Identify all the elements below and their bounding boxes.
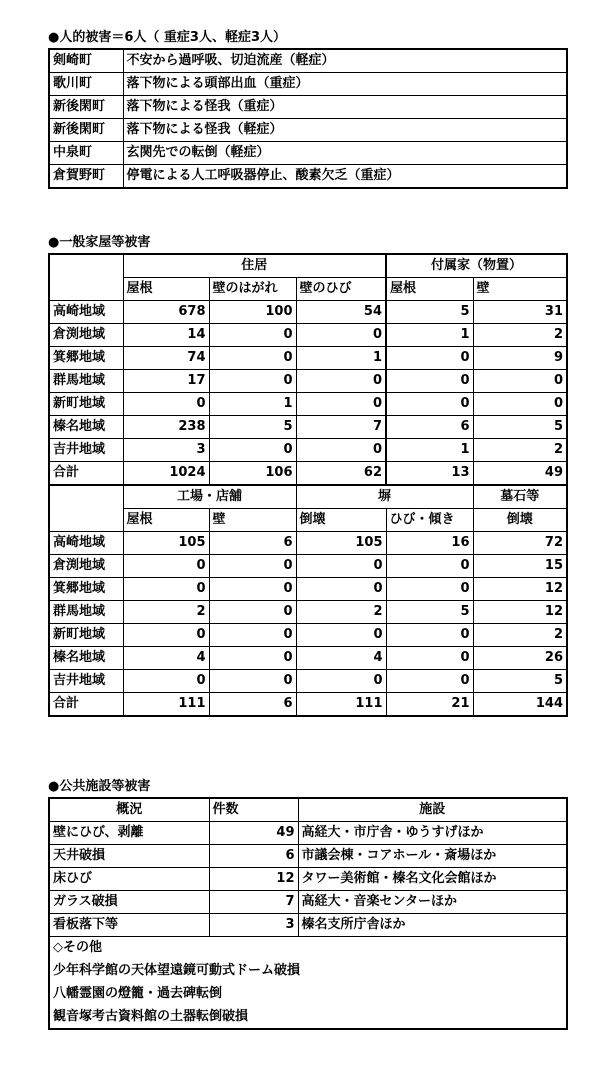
housing-col-header: 倒壊 <box>296 509 386 532</box>
public-facility: 市議会棟・コアホール・斎場ほか <box>298 845 567 868</box>
public-row <box>49 868 567 891</box>
housing-value: 2 <box>473 324 567 347</box>
housing-area: 倉渕地域 <box>49 555 123 578</box>
housing-value: 0 <box>123 578 209 601</box>
casualty-row <box>49 73 567 96</box>
housing-value: 17 <box>123 370 209 393</box>
housing-value: 2 <box>473 624 567 647</box>
housing-row <box>49 624 567 647</box>
housing-subheader-row <box>49 509 567 532</box>
public-facility: タワー美術館・榛名文化会館ほか <box>298 868 567 891</box>
casualty-row <box>49 96 567 119</box>
housing-value: 0 <box>386 647 473 670</box>
housing-value: 54 <box>296 301 386 324</box>
housing-row <box>49 324 567 347</box>
casualty-area: 剣崎町 <box>49 49 123 73</box>
housing-value: 12 <box>473 601 567 624</box>
housing-header-row <box>49 485 567 509</box>
gravestone-header: 墓石等 <box>473 485 567 509</box>
housing-col-header: 屋根 <box>123 509 209 532</box>
public-count: 12 <box>209 868 298 891</box>
housing-value: 0 <box>296 555 386 578</box>
casualty-row <box>49 142 567 165</box>
housing-value: 62 <box>296 462 386 486</box>
housing-col-header: 屋根 <box>123 278 209 301</box>
casualty-area: 新後閑町 <box>49 96 123 119</box>
housing-value: 0 <box>386 578 473 601</box>
annex-header: 付属家（物置） <box>386 254 567 278</box>
housing-value: 0 <box>209 601 296 624</box>
housing-header-row <box>49 254 567 278</box>
factory-header: 工場・店舗 <box>123 485 296 509</box>
housing-value: 13 <box>386 462 473 486</box>
housing-value: 2 <box>296 601 386 624</box>
housing-area: 高崎地域 <box>49 301 123 324</box>
public-other-row <box>49 960 567 983</box>
casualty-area: 歌川町 <box>49 73 123 96</box>
housing-row <box>49 393 567 416</box>
situation-header: 概況 <box>49 798 209 822</box>
casualty-table <box>48 48 568 189</box>
housing-col-header: 倒壊 <box>473 509 567 532</box>
housing-value: 0 <box>473 393 567 416</box>
housing-col-header: 壁のひび <box>296 278 386 301</box>
housing-value: 2 <box>123 601 209 624</box>
housing-area: 倉渕地域 <box>49 324 123 347</box>
housing-area: 合計 <box>49 462 123 486</box>
housing-value: 0 <box>209 439 296 462</box>
housing-col-header: 壁 <box>473 278 567 301</box>
housing-value: 105 <box>123 532 209 555</box>
housing-value: 9 <box>473 347 567 370</box>
housing-area: 榛名地域 <box>49 647 123 670</box>
housing-value: 111 <box>296 693 386 717</box>
housing-value: 14 <box>123 324 209 347</box>
housing-value: 0 <box>209 370 296 393</box>
housing-value: 0 <box>386 670 473 693</box>
public-header-row <box>49 798 567 822</box>
public-situation: 床ひび <box>49 868 209 891</box>
housing-value: 0 <box>386 393 473 416</box>
housing-value: 0 <box>386 555 473 578</box>
housing-row <box>49 555 567 578</box>
housing-value: 2 <box>473 439 567 462</box>
housing-value: 49 <box>473 462 567 486</box>
housing-row <box>49 601 567 624</box>
housing-value: 0 <box>296 624 386 647</box>
housing-value: 0 <box>209 624 296 647</box>
casualty-desc: 停電による人工呼吸器停止、酸素欠乏（重症） <box>123 165 567 189</box>
housing-value: 0 <box>123 555 209 578</box>
housing-col-header: 屋根 <box>386 278 473 301</box>
housing-value: 21 <box>386 693 473 717</box>
housing-value: 100 <box>209 301 296 324</box>
housing-row <box>49 532 567 555</box>
housing-area: 群馬地域 <box>49 370 123 393</box>
public-other-row <box>49 1006 567 1029</box>
housing-value: 0 <box>296 370 386 393</box>
housing-value: 6 <box>386 416 473 439</box>
housing-value: 5 <box>386 601 473 624</box>
housing-value: 0 <box>386 370 473 393</box>
public-facility: 高経大・音楽センターほか <box>298 891 567 914</box>
housing-row <box>49 439 567 462</box>
housing-value: 0 <box>386 347 473 370</box>
housing-value: 72 <box>473 532 567 555</box>
public-situation: ガラス破損 <box>49 891 209 914</box>
housing-value: 678 <box>123 301 209 324</box>
casualty-row <box>49 119 567 142</box>
casualty-area: 新後閑町 <box>49 119 123 142</box>
housing-area: 榛名地域 <box>49 416 123 439</box>
housing-row <box>49 670 567 693</box>
casualty-area: 倉賀野町 <box>49 165 123 189</box>
housing-value: 0 <box>209 347 296 370</box>
facility-header: 施設 <box>298 798 567 822</box>
housing-row <box>49 578 567 601</box>
public-other-row <box>49 983 567 1006</box>
public-other-item: 観音塚考古資料館の土器転倒破損 <box>49 1006 567 1029</box>
public-row <box>49 891 567 914</box>
housing-value: 4 <box>296 647 386 670</box>
housing-value: 1024 <box>123 462 209 486</box>
public-other-item: 八幡霊園の燈籠・過去碑転倒 <box>49 983 567 1006</box>
housing-table <box>48 253 568 717</box>
housing-corner-cell <box>49 485 123 509</box>
housing-value: 144 <box>473 693 567 717</box>
public-situation: 天井破損 <box>49 845 209 868</box>
housing-value: 0 <box>296 324 386 347</box>
housing-value: 106 <box>209 462 296 486</box>
public-other-title: ◇その他 <box>49 937 567 960</box>
housing-total-row <box>49 462 567 486</box>
housing-value: 0 <box>123 393 209 416</box>
housing-value: 5 <box>473 416 567 439</box>
housing-value: 0 <box>209 324 296 347</box>
housing-area: 群馬地域 <box>49 601 123 624</box>
housing-value: 4 <box>123 647 209 670</box>
public-situation: 壁にひび、剥離 <box>49 822 209 845</box>
housing-area: 新町地域 <box>49 393 123 416</box>
housing-value: 0 <box>209 670 296 693</box>
housing-row <box>49 347 567 370</box>
housing-col-header: 壁 <box>209 509 296 532</box>
housing-area: 新町地域 <box>49 624 123 647</box>
housing-area: 吉井地域 <box>49 670 123 693</box>
housing-area: 箕郷地域 <box>49 578 123 601</box>
housing-value: 15 <box>473 555 567 578</box>
housing-col-header: 壁のはがれ <box>209 278 296 301</box>
casualty-desc: 落下物による頭部出血（重症） <box>123 73 567 96</box>
housing-value: 5 <box>386 301 473 324</box>
housing-value: 238 <box>123 416 209 439</box>
casualty-title: ●人的被害＝6人（ 重症3人、軽症3人） <box>48 30 287 45</box>
housing-value: 111 <box>123 693 209 717</box>
housing-total-row <box>49 693 567 717</box>
housing-value: 1 <box>386 324 473 347</box>
housing-value: 0 <box>296 578 386 601</box>
casualty-row <box>49 165 567 189</box>
housing-value: 0 <box>296 439 386 462</box>
public-row <box>49 822 567 845</box>
housing-value: 1 <box>296 347 386 370</box>
count-header: 件数 <box>209 798 298 822</box>
public-row <box>49 914 567 937</box>
housing-value: 31 <box>473 301 567 324</box>
public-count: 6 <box>209 845 298 868</box>
housing-value: 5 <box>209 416 296 439</box>
housing-area: 吉井地域 <box>49 439 123 462</box>
housing-title: ●一般家屋等被害 <box>48 235 151 250</box>
casualty-desc: 不安から過呼吸、切迫流産（軽症） <box>123 49 567 73</box>
casualty-desc: 落下物による怪我（重症） <box>123 96 567 119</box>
housing-area: 高崎地域 <box>49 532 123 555</box>
housing-value: 74 <box>123 347 209 370</box>
housing-value: 0 <box>209 578 296 601</box>
housing-value: 16 <box>386 532 473 555</box>
housing-row <box>49 370 567 393</box>
residence-header: 住居 <box>123 254 386 278</box>
housing-value: 1 <box>209 393 296 416</box>
housing-value: 0 <box>209 555 296 578</box>
housing-value: 105 <box>296 532 386 555</box>
housing-row <box>49 301 567 324</box>
public-count: 49 <box>209 822 298 845</box>
public-title: ●公共施設等被害 <box>48 779 151 794</box>
public-count: 7 <box>209 891 298 914</box>
housing-corner-cell <box>49 278 123 301</box>
housing-value: 6 <box>209 532 296 555</box>
housing-value: 1 <box>386 439 473 462</box>
public-facility: 榛名支所庁舎ほか <box>298 914 567 937</box>
housing-row <box>49 416 567 439</box>
housing-value: 0 <box>296 393 386 416</box>
housing-corner-cell <box>49 509 123 532</box>
public-situation: 看板落下等 <box>49 914 209 937</box>
public-table <box>48 797 568 1030</box>
housing-value: 12 <box>473 578 567 601</box>
public-other-item: 少年科学館の天体望遠鏡可動式ドーム破損 <box>49 960 567 983</box>
housing-value: 0 <box>296 670 386 693</box>
public-row <box>49 845 567 868</box>
housing-area: 合計 <box>49 693 123 717</box>
housing-value: 0 <box>209 647 296 670</box>
housing-value: 0 <box>386 624 473 647</box>
housing-corner-cell <box>49 254 123 278</box>
public-facility: 高経大・市庁舎・ゆうすげほか <box>298 822 567 845</box>
housing-value: 0 <box>123 624 209 647</box>
public-count: 3 <box>209 914 298 937</box>
public-other-title-row <box>49 937 567 960</box>
housing-value: 0 <box>473 370 567 393</box>
housing-value: 0 <box>123 670 209 693</box>
housing-value: 3 <box>123 439 209 462</box>
housing-area: 箕郷地域 <box>49 347 123 370</box>
casualty-row <box>49 49 567 73</box>
casualty-desc: 玄関先での転倒（軽症） <box>123 142 567 165</box>
housing-value: 7 <box>296 416 386 439</box>
housing-value: 5 <box>473 670 567 693</box>
wall-fence-header: 塀 <box>296 485 473 509</box>
casualty-area: 中泉町 <box>49 142 123 165</box>
casualty-desc: 落下物による怪我（軽症） <box>123 119 567 142</box>
housing-row <box>49 647 567 670</box>
housing-value: 26 <box>473 647 567 670</box>
housing-col-header: ひび・傾き <box>386 509 473 532</box>
housing-subheader-row <box>49 278 567 301</box>
housing-value: 6 <box>209 693 296 717</box>
